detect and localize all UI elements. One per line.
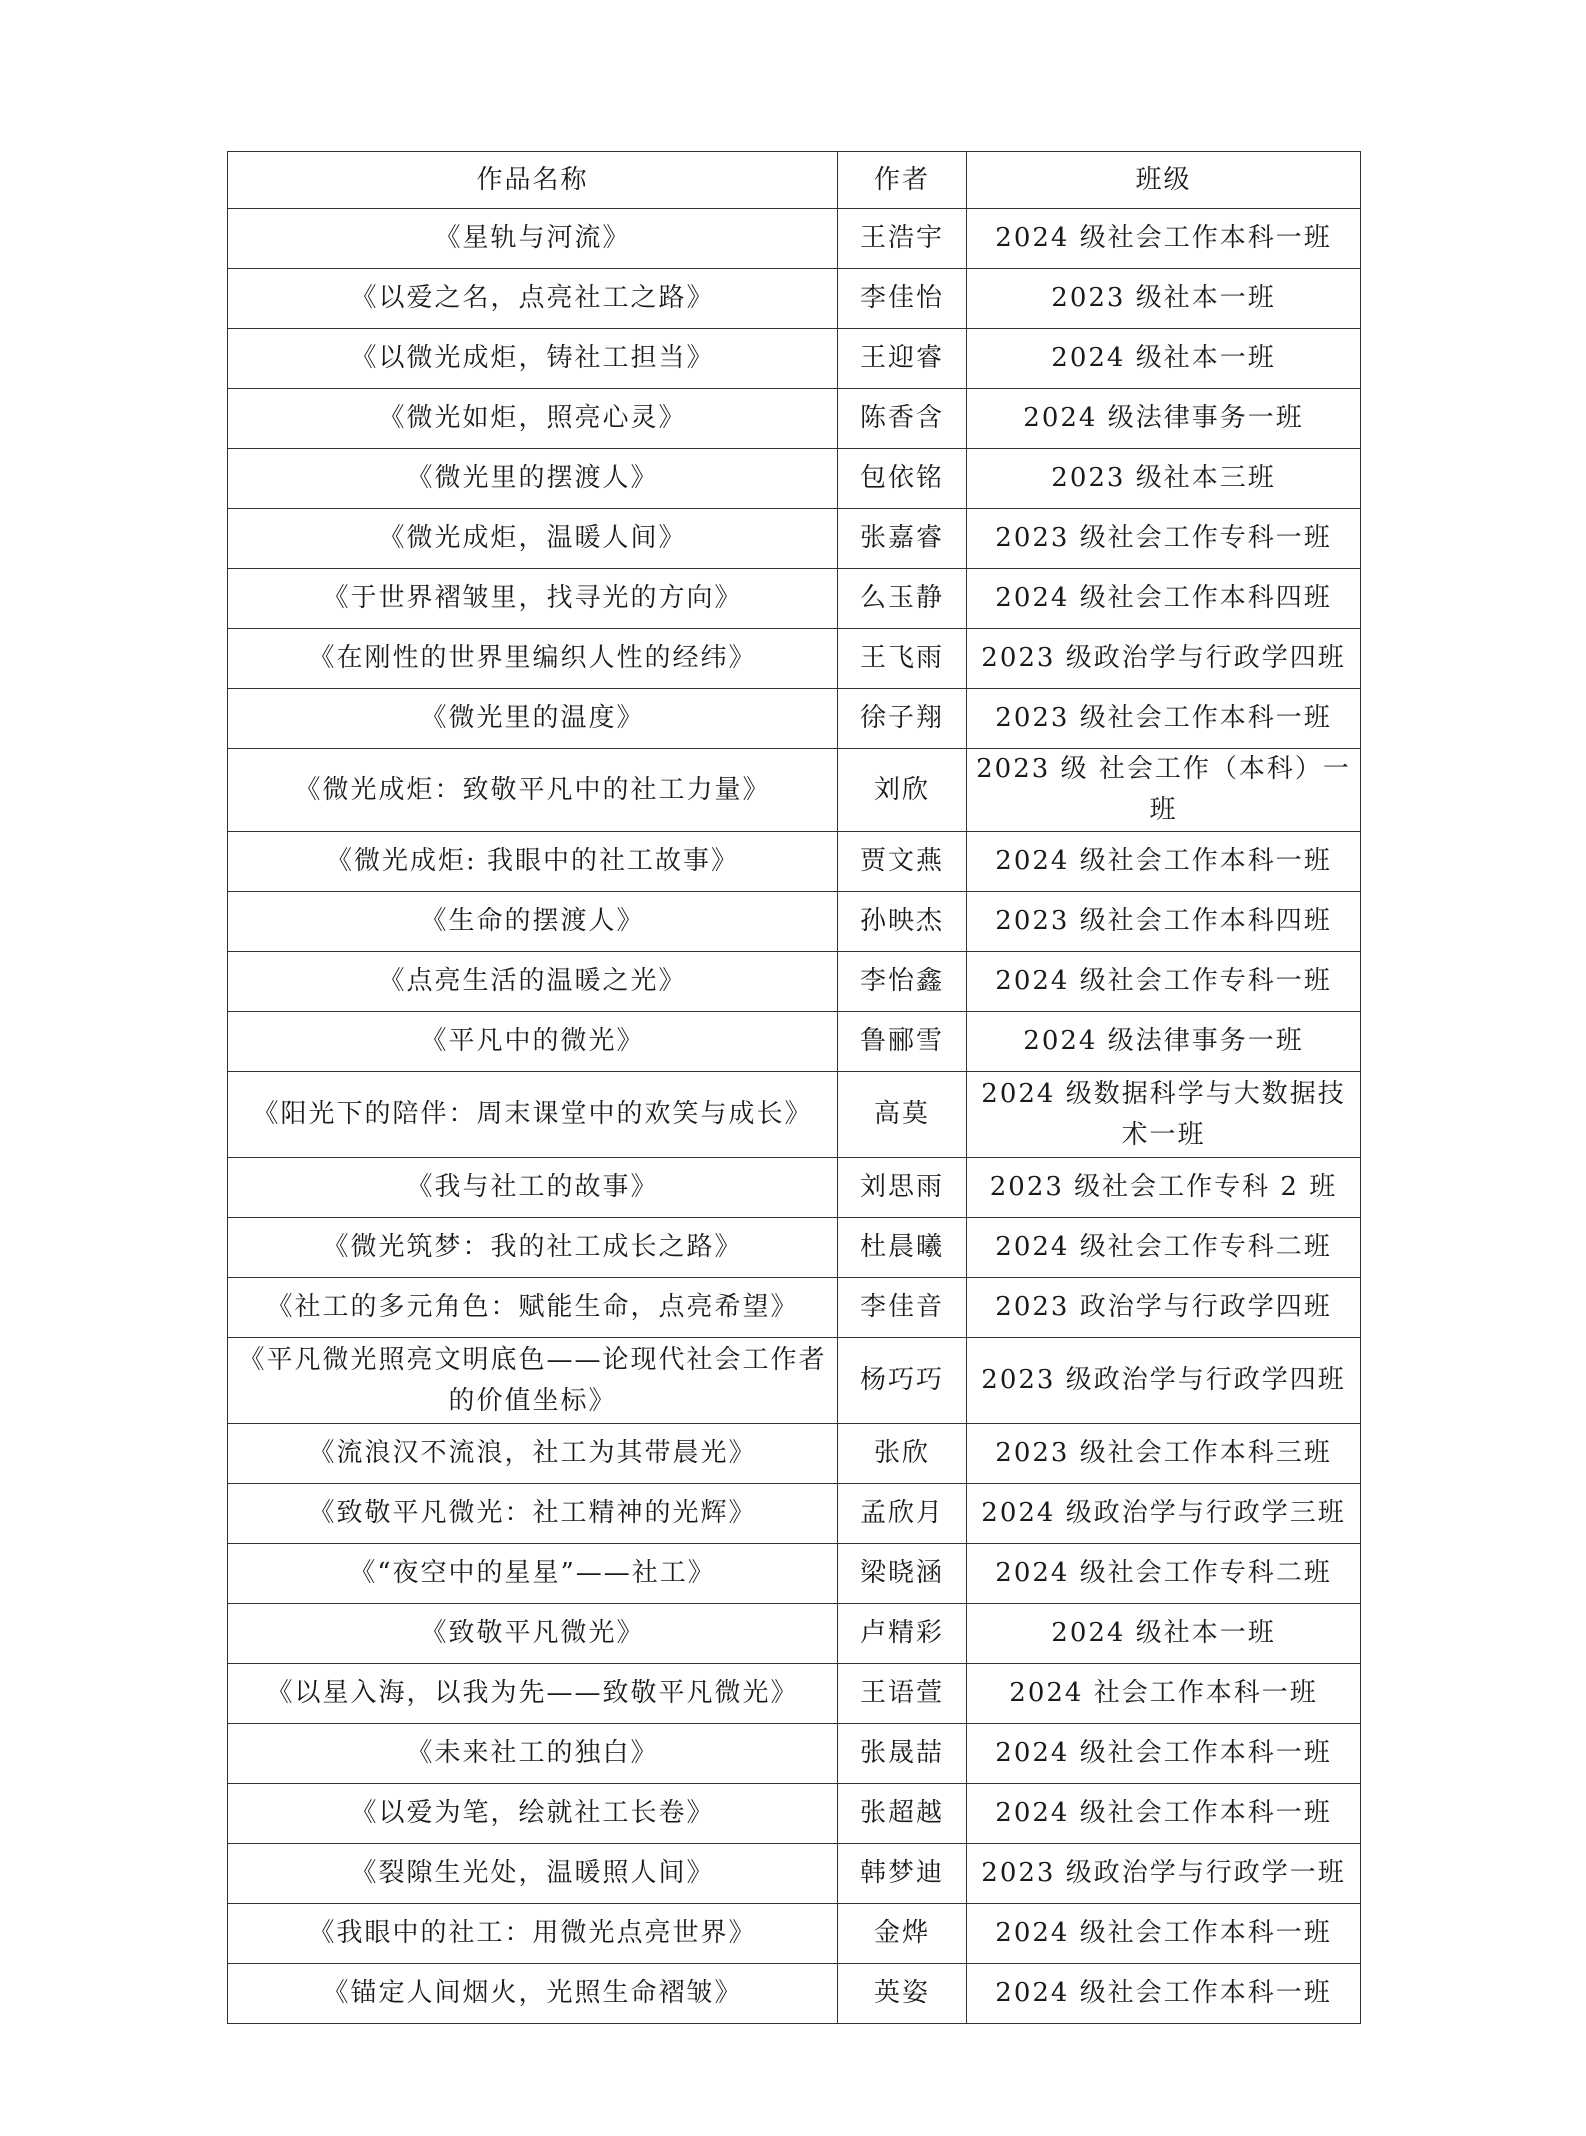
cell-title: 《微光成炬，温暖人间》: [228, 509, 838, 569]
table-row: [228, 832, 1361, 892]
table-row: [228, 1544, 1361, 1604]
table-row: [228, 569, 1361, 629]
table-row: [228, 1484, 1361, 1544]
table-row: [228, 1278, 1361, 1338]
cell-author: 王浩宇: [838, 209, 967, 269]
table-row: [228, 1012, 1361, 1072]
cell-class: 2024 级社会工作专科二班: [967, 1218, 1361, 1278]
cell-author: 高莫: [838, 1072, 967, 1158]
cell-author: 李佳怡: [838, 269, 967, 329]
cell-author: 杜晨曦: [838, 1218, 967, 1278]
cell-title: 《裂隙生光处，温暖照人间》: [228, 1844, 838, 1904]
cell-author: 李怡鑫: [838, 952, 967, 1012]
table-row: [228, 952, 1361, 1012]
cell-class: 2023 级政治学与行政学四班: [967, 1338, 1361, 1424]
cell-author: 贾文燕: [838, 832, 967, 892]
cell-author: 梁晓涵: [838, 1544, 967, 1604]
table-row: [228, 1604, 1361, 1664]
table-row: [228, 892, 1361, 952]
cell-title: 《致敬平凡微光：社工精神的光辉》: [228, 1484, 838, 1544]
cell-author: 孟欣月: [838, 1484, 967, 1544]
table-body: [228, 209, 1361, 2024]
cell-author: 卢精彩: [838, 1604, 967, 1664]
table-row: [228, 209, 1361, 269]
cell-author: 金烨: [838, 1904, 967, 1964]
cell-author: 么玉静: [838, 569, 967, 629]
table-row: [228, 749, 1361, 832]
header-row: [228, 152, 1361, 209]
cell-class: 2024 级社会工作专科一班: [967, 952, 1361, 1012]
cell-title: 《以星入海，以我为先——致敬平凡微光》: [228, 1664, 838, 1724]
cell-class: 2024 级社本一班: [967, 329, 1361, 389]
table-row: [228, 269, 1361, 329]
cell-title: 《点亮生活的温暖之光》: [228, 952, 838, 1012]
cell-title: 《流浪汉不流浪，社工为其带晨光》: [228, 1424, 838, 1484]
cell-class: 2023 级社会工作专科一班: [967, 509, 1361, 569]
table-row: [228, 1338, 1361, 1424]
table-header: [228, 152, 1361, 209]
cell-class: 2023 政治学与行政学四班: [967, 1278, 1361, 1338]
cell-author: 杨巧巧: [838, 1338, 967, 1424]
cell-class: 2023 级社会工作本科三班: [967, 1424, 1361, 1484]
cell-author: 陈香含: [838, 389, 967, 449]
cell-author: 英姿: [838, 1964, 967, 2024]
cell-title: 《阳光下的陪伴：周末课堂中的欢笑与成长》: [228, 1072, 838, 1158]
cell-title: 《“夜空中的星星”——社工》: [228, 1544, 838, 1604]
cell-author: 张嘉睿: [838, 509, 967, 569]
cell-author: 李佳音: [838, 1278, 967, 1338]
table-row: [228, 1964, 1361, 2024]
table-row: [228, 629, 1361, 689]
table-row: [228, 509, 1361, 569]
cell-title: 《在刚性的世界里编织人性的经纬》: [228, 629, 838, 689]
cell-class: 2023 级政治学与行政学四班: [967, 629, 1361, 689]
table-row: [228, 1844, 1361, 1904]
cell-class: 2023 级政治学与行政学一班: [967, 1844, 1361, 1904]
cell-class: 2024 级社会工作本科一班: [967, 1904, 1361, 1964]
table-row: [228, 1904, 1361, 1964]
cell-title: 《社工的多元角色：赋能生命，点亮希望》: [228, 1278, 838, 1338]
cell-author: 张晟喆: [838, 1724, 967, 1784]
cell-title: 《以微光成炬，铸社工担当》: [228, 329, 838, 389]
cell-title: 《微光成炬: 我眼中的社工故事》: [228, 832, 838, 892]
cell-class: 2024 级社会工作本科一班: [967, 1724, 1361, 1784]
header-title: 作品名称: [228, 152, 838, 209]
cell-title: 《微光如炬，照亮心灵》: [228, 389, 838, 449]
cell-title: 《我眼中的社工：用微光点亮世界》: [228, 1904, 838, 1964]
table-row: [228, 1158, 1361, 1218]
cell-author: 王语萱: [838, 1664, 967, 1724]
table-row: [228, 1664, 1361, 1724]
table-row: [228, 449, 1361, 509]
cell-title: 《以爱之名，点亮社工之路》: [228, 269, 838, 329]
cell-author: 刘欣: [838, 749, 967, 832]
cell-author: 徐子翔: [838, 689, 967, 749]
cell-title: 《以爱为笔，绘就社工长卷》: [228, 1784, 838, 1844]
cell-class: 2024 级社会工作专科二班: [967, 1544, 1361, 1604]
cell-author: 包依铭: [838, 449, 967, 509]
cell-title: 《于世界褶皱里，找寻光的方向》: [228, 569, 838, 629]
cell-title: 《星轨与河流》: [228, 209, 838, 269]
cell-class: 2024 级法律事务一班: [967, 389, 1361, 449]
cell-title: 《致敬平凡微光》: [228, 1604, 838, 1664]
cell-author: 王迎睿: [838, 329, 967, 389]
table-row: [228, 1072, 1361, 1158]
cell-class: 2024 级社会工作本科一班: [967, 832, 1361, 892]
cell-class: 2023 级 社会工作（本科）一班: [967, 749, 1361, 832]
cell-title: 《我与社工的故事》: [228, 1158, 838, 1218]
cell-author: 韩梦迪: [838, 1844, 967, 1904]
header-author: 作者: [838, 152, 967, 209]
cell-class: 2024 级政治学与行政学三班: [967, 1484, 1361, 1544]
cell-title: 《生命的摆渡人》: [228, 892, 838, 952]
cell-title: 《微光里的摆渡人》: [228, 449, 838, 509]
cell-class: 2024 级数据科学与大数据技术一班: [967, 1072, 1361, 1158]
cell-author: 刘思雨: [838, 1158, 967, 1218]
cell-class: 2023 级社会工作本科一班: [967, 689, 1361, 749]
cell-class: 2023 级社本一班: [967, 269, 1361, 329]
cell-class: 2024 级社会工作本科一班: [967, 209, 1361, 269]
cell-class: 2023 级社会工作本科四班: [967, 892, 1361, 952]
cell-title: 《微光里的温度》: [228, 689, 838, 749]
cell-class: 2024 社会工作本科一班: [967, 1664, 1361, 1724]
table-row: [228, 1218, 1361, 1278]
works-table: [227, 151, 1361, 2024]
cell-title: 《锚定人间烟火，光照生命褶皱》: [228, 1964, 838, 2024]
cell-author: 王飞雨: [838, 629, 967, 689]
header-class: 班级: [967, 152, 1361, 209]
cell-author: 鲁郦雪: [838, 1012, 967, 1072]
cell-title: 《平凡微光照亮文明底色——论现代社会工作者的价值坐标》: [228, 1338, 838, 1424]
cell-title: 《平凡中的微光》: [228, 1012, 838, 1072]
table-row: [228, 1784, 1361, 1844]
cell-class: 2023 级社本三班: [967, 449, 1361, 509]
cell-class: 2023 级社会工作专科 2 班: [967, 1158, 1361, 1218]
cell-author: 孙映杰: [838, 892, 967, 952]
table-row: [228, 689, 1361, 749]
cell-class: 2024 级社本一班: [967, 1604, 1361, 1664]
cell-class: 2024 级社会工作本科一班: [967, 1964, 1361, 2024]
cell-author: 张超越: [838, 1784, 967, 1844]
table-row: [228, 329, 1361, 389]
table-row: [228, 1424, 1361, 1484]
cell-class: 2024 级社会工作本科一班: [967, 1784, 1361, 1844]
cell-title: 《微光成炬：致敬平凡中的社工力量》: [228, 749, 838, 832]
cell-class: 2024 级社会工作本科四班: [967, 569, 1361, 629]
cell-title: 《微光筑梦：我的社工成长之路》: [228, 1218, 838, 1278]
cell-title: 《未来社工的独白》: [228, 1724, 838, 1784]
table-row: [228, 389, 1361, 449]
table-row: [228, 1724, 1361, 1784]
cell-class: 2024 级法律事务一班: [967, 1012, 1361, 1072]
cell-author: 张欣: [838, 1424, 967, 1484]
